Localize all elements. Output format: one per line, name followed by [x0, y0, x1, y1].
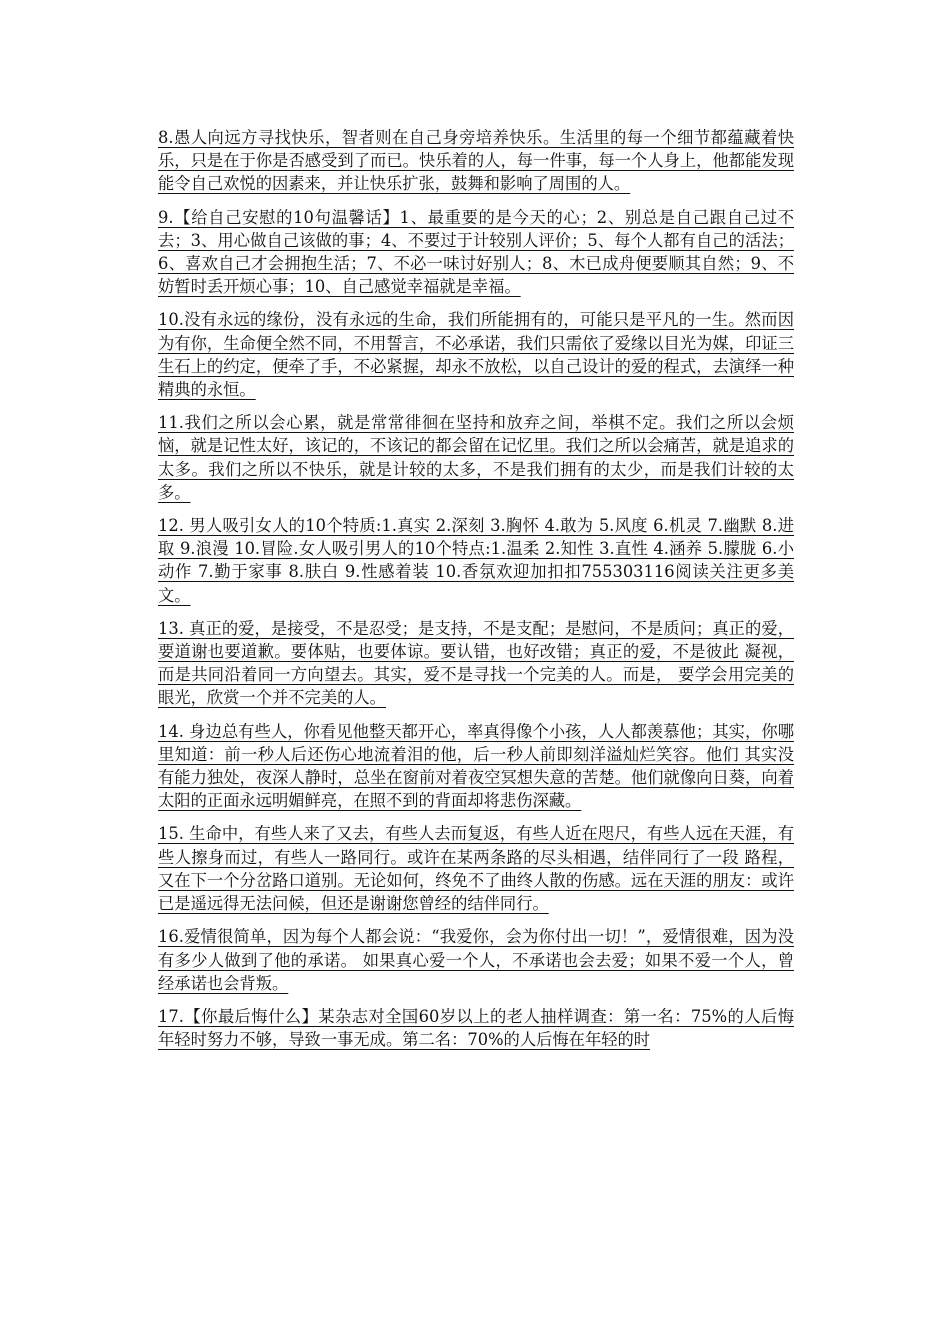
paragraph-16: 16.爱情很简单，因为每个人都会说：“我爱你，会为你付出一切！”，爱情很难，因为没有多少人做到了他的承诺。 如果真心爱一个人，不承诺也会去爱；如果不爱一个人，曾经承诺也会背叛。 — [158, 927, 794, 993]
paragraph-10: 10.没有永远的缘份，没有永远的生命，我们所能拥有的，可能只是平凡的一生。然而因为有你，生命便全然不同，不用誓言，不必承诺，我们只需依了爱缘以目光为媒，印证三生石上的约定，便牵了手，不必紧握，却永不放松，以自己设计的爱的程式，去演绎一种精典的永恒。 — [158, 310, 794, 400]
document-body — [158, 126, 794, 1061]
paragraph-8: 8.愚人向远方寻找快乐，智者则在自己身旁培养快乐。生活里的每一个细节都蕴藏着快乐，只是在于你是否感受到了而已。快乐着的人，每一件事，每一个人身上，他都能发现能令自己欢悦的因素来，并让快乐扩张，鼓舞和影响了周围的人。 — [158, 128, 794, 194]
paragraph-15: 15. 生命中，有些人来了又去，有些人去而复返，有些人近在咫尺，有些人远在天涯，有些人擦身而过，有些人一路同行。或许在某两条路的尽头相遇，结伴同行了一段 路程，又在下一个分岔路口道别。无论如何，终免不了曲终人散的伤感。远在天涯的朋友：或许已是遥远得无法问候，但还是谢谢您曾经的结伴同行。 — [158, 824, 794, 914]
paragraph-14: 14. 身边总有些人，你看见他整天都开心，率真得像个小孩，人人都羡慕他；其实，你哪里知道：前一秒人后还伤心地流着泪的他，后一秒人前即刻洋溢灿烂笑容。他们 其实没有能力独处，夜深人静时，总坐在窗前对着夜空冥想失意的苦楚。他们就像向日葵，向着太阳的正面永远明媚鲜亮，在照不到的背面却将悲伤深藏。 — [158, 721, 794, 811]
paragraph-11: 11.我们之所以会心累，就是常常徘徊在坚持和放弃之间，举棋不定。我们之所以会烦恼，就是记性太好，该记的，不该记的都会留在记忆里。我们之所以会痛苦，就是追求的太多。我们之所以不快乐，就是计较的太多，不是我们拥有的太少，而是我们计较的太多。 — [158, 413, 794, 502]
paragraph-12: 12. 男人吸引女人的10个特质:1.真实 2.深刻 3.胸怀 4.敢为 5.风度 6.机灵 7.幽默 8.进取 9.浪漫 10.冒险.女人吸引男人的10个特点:1.温柔 2.知性 3.直性 4.涵养 5.朦胧 6.小动作 7.勤于家事 8.肤白 9.性感着装 10.香氛欢迎加扣扣755303116阅读关注更多美文。 — [158, 516, 794, 605]
paragraph-13: 13. 真正的爱，是接受，不是忍受；是支持，不是支配；是慰问，不是质问；真正的爱，要道谢也要道歉。要体贴，也要体谅。要认错，也好改错；真正的爱，不是彼此 凝视，而是共同沿着同一方向望去。其实，爱不是寻找一个完美的人。而是， 要学会用完美的眼光，欣赏一个并不完美的人。 — [158, 618, 794, 708]
paragraph-9: 9.【给自己安慰的10句温馨话】1、最重要的是今天的心；2、别总是自己跟自己过不去；3、用心做自己该做的事；4、不要过于计较别人评价；5、每个人都有自己的活法；6、喜欢自己才会拥抱生活；7、不必一味讨好别人；8、木已成舟便要顺其自然；9、不妨暂时丢开烦心事；10、自己感觉幸福就是幸福。 — [158, 207, 794, 297]
paragraph-17: 17.【你最后悔什么】某杂志对全国60岁以上的老人抽样调查：第一名：75%的人后悔年轻时努力不够，导致一事无成。第二名：70%的人后悔在年轻的时 — [158, 1006, 794, 1050]
